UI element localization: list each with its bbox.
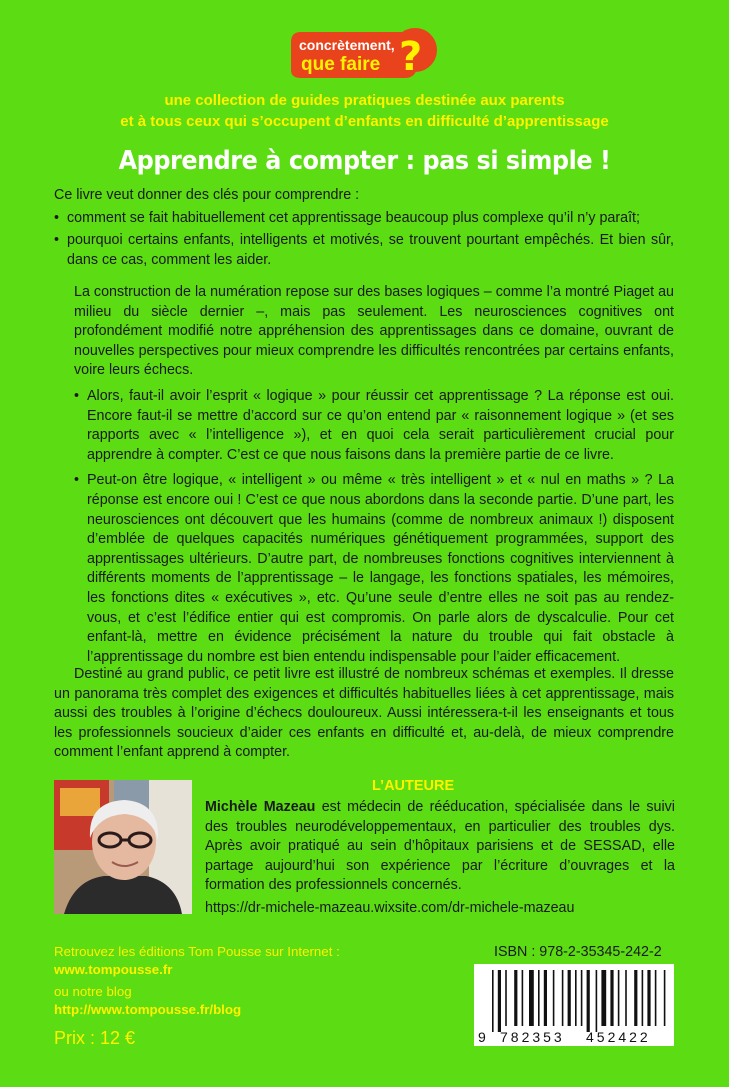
collection-logo bbox=[287, 28, 439, 82]
intro-bullet-2: • pourquoi certains enfants, intelligents et motivés, se trouvent pourtant empêchés. Et bien sûr, dans ce cas, comment les aider. bbox=[54, 231, 674, 270]
barcode-bar bbox=[581, 970, 583, 1026]
book-title: Apprendre à compter : pas si simple ! bbox=[118, 146, 611, 176]
barcode-bar bbox=[587, 970, 590, 1032]
logo-question-mark: ? bbox=[399, 34, 423, 80]
barcode-digits-left: 782353 bbox=[500, 1029, 565, 1045]
publisher-site-link[interactable]: www.tompousse.fr bbox=[54, 962, 173, 977]
blog-label: ou notre blog bbox=[54, 984, 132, 999]
retrouvez-label: Retrouvez les éditions Tom Pousse sur Internet : bbox=[54, 944, 340, 959]
barcode-bar bbox=[505, 970, 507, 1026]
author-website-link[interactable]: https://dr-michele-mazeau.wixsite.com/dr-michele-mazeau bbox=[205, 900, 575, 916]
section-two bbox=[54, 283, 674, 667]
barcode-bar bbox=[492, 970, 494, 1032]
section-two-bullet-1: • Alors, faut-il avoir l’esprit « logique » pour réussir cet apprentissage ? La réponse est oui. Encore faut-il se mettre d’accord sur ce qu’on entend par « raisonnement logique » (et ses rapports avec « l’intelligence »), et en quoi cela serait particulièrement crucial pour apprendre à compter. C’est ce que nous faisons dans la première partie de ce livre. bbox=[54, 387, 674, 465]
barcode-bar bbox=[642, 970, 644, 1026]
section-three-paragraph: Destiné au grand public, ce petit livre est illustré de nombreux schémas et exemples. Il dresse un panorama très complet des exigences et difficultés habituelles liées à cet apprentissage, mais aussi des troubles à l’origine d’échecs douloureux. Aussi intéressera-t-il les enseignants et tous les professionnels soucieux d’aider ces enfants en difficulté et, au-delà, de mieux comprendre comment l’enfant apprend à compter. bbox=[54, 666, 674, 761]
barcode-bar bbox=[498, 970, 501, 1032]
collection-tagline bbox=[0, 90, 729, 132]
barcode-bar bbox=[634, 970, 637, 1026]
section-three bbox=[54, 665, 674, 763]
barcode-bar bbox=[538, 970, 540, 1026]
barcode-bar bbox=[647, 970, 650, 1026]
logo-line1: concrètement, bbox=[299, 37, 395, 53]
barcode-bar bbox=[664, 970, 666, 1026]
intro-block bbox=[54, 186, 674, 270]
tagline-line-2: et à tous ceux qui s’occupent d’enfants en difficulté d’apprentissage bbox=[120, 113, 609, 130]
barcode-bar bbox=[553, 970, 555, 1026]
publisher-blog-link[interactable]: http://www.tompousse.fr/blog bbox=[54, 1002, 242, 1017]
publisher-info bbox=[54, 943, 340, 1019]
barcode-bars bbox=[492, 970, 665, 1032]
author-photo bbox=[54, 780, 192, 914]
barcode-digit-first: 9 bbox=[478, 1029, 486, 1045]
section-two-paragraph: La construction de la numération repose sur des bases logiques – comme l’a montré Piaget au milieu du siècle dernier –, mais pas seulement. Les neurosciences cognitives ont profondément modifié notre appréhension des apprentissages dans ce domaine, ouvrant de nouvelles perspectives pour mieux comprendre les difficultés rencontrées par certains enfants, voire leurs échecs. bbox=[74, 284, 674, 379]
barcode-digits-right: 452422 bbox=[586, 1029, 651, 1045]
barcode bbox=[474, 964, 674, 1046]
author-bio bbox=[205, 798, 675, 896]
intro-lead: Ce livre veut donner des clés pour comprendre : bbox=[54, 187, 360, 203]
price: Prix : 12 € bbox=[54, 1028, 136, 1048]
barcode-bar bbox=[522, 970, 524, 1026]
logo-line2: que faire bbox=[301, 54, 381, 75]
barcode-bar bbox=[625, 970, 627, 1026]
barcode-bar bbox=[601, 970, 606, 1026]
author-heading: L’AUTEURE bbox=[372, 778, 455, 794]
barcode-bar bbox=[596, 970, 598, 1032]
barcode-bar bbox=[544, 970, 547, 1026]
barcode-bar bbox=[618, 970, 620, 1026]
barcode-bar bbox=[610, 970, 613, 1026]
tagline-line-1: une collection de guides pratiques destinée aux parents bbox=[164, 92, 565, 109]
intro-bullet-1: • comment se fait habituellement cet apprentissage beaucoup plus complexe qu’il n’y paraît; bbox=[54, 209, 674, 229]
barcode-bar bbox=[514, 970, 517, 1026]
isbn-label: ISBN : 978-2-35345-242-2 bbox=[494, 944, 662, 960]
barcode-bar bbox=[568, 970, 571, 1026]
author-name: Michèle Mazeau bbox=[205, 799, 316, 815]
barcode-bar bbox=[529, 970, 534, 1026]
section-two-bullet-2: • Peut-on être logique, « intelligent » ou même « très intelligent » et « nul en maths » ? La réponse est encore oui ! C’est ce que nous abordons dans la seconde partie. D’une part, les neurosciences ont découvert que les humains (comme de nombreux animaux !) disposent d’emblée de quelques capacités numériques génétiquement programmées, support des apprentissages ultérieurs. D’autre part, de nombreuses fonctions cognitives interviennent à différents moments de l’apprentissage – le langage, les fonctions spatiales, les mémoires, les fonctions dites « exécutives », etc. Qu’une seule d’entre elles ne soit pas au rendez-vous, et c’est l’édifice entier qui est compromis. On parle alors de dyscalculie. Pour cet enfant-là, mettre en évidence précisément la nature du trouble qui fait obstacle à l’apprentissage du nombre est bien entendu indispensable pour l’aider efficacement. bbox=[54, 471, 674, 667]
barcode-bar bbox=[562, 970, 564, 1026]
barcode-bar bbox=[655, 970, 657, 1026]
author-bio-text: est médecin de rééducation, spécialisée dans le suivi des troubles neurodéveloppementaux, en particulier des troubles dys. Après avoir pratiqué au sein d’hôpitaux parisiens et de SESSAD, elle partage aujourd’hui son expérience par l’écriture d’ouvrages et la formation des professionnels concernés. bbox=[205, 799, 675, 894]
barcode-bar bbox=[575, 970, 577, 1026]
